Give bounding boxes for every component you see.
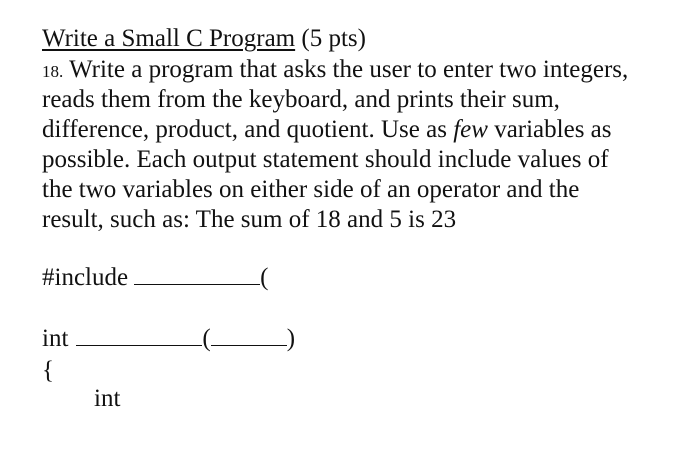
include-line [42, 263, 268, 293]
title-points: (5 pts) [301, 25, 366, 52]
question-number: 18. [42, 62, 64, 81]
question-line-2-text: reads them from the keyboard, and prints their sum, [42, 86, 560, 113]
question-line-4-text: possible. Each output statement should include values of [42, 146, 609, 173]
main-close-paren: ) [286, 325, 296, 352]
include-blank[interactable] [134, 264, 260, 285]
question-line-1-text: Write a program that asks the user to enter two integers, [69, 56, 629, 83]
question-line-3-text: difference, product, and quotient. Use as [42, 116, 454, 143]
question-line-3 [42, 115, 612, 145]
body-declaration-line [94, 384, 120, 414]
main-return-type: int [42, 325, 69, 352]
question-line-5-text: the two variables on either side of an operator and the [42, 176, 580, 203]
main-open-paren: ( [202, 325, 211, 352]
problem-title [42, 24, 366, 54]
function-name-blank[interactable] [76, 325, 202, 346]
question-line-2 [42, 85, 560, 115]
question-line-1 [42, 55, 628, 87]
question-line-6 [42, 205, 456, 235]
open-brace: { [42, 357, 54, 384]
open-brace-line [42, 356, 54, 386]
question-line-3-emphasis: few [453, 116, 488, 143]
parameters-blank[interactable] [211, 325, 287, 346]
question-line-4 [42, 145, 609, 175]
main-signature-line [42, 324, 295, 354]
body-int-type: int [94, 385, 121, 412]
include-keyword: #include [42, 264, 129, 291]
question-line-5 [42, 175, 579, 205]
title-heading: Write a Small C Program [42, 25, 296, 52]
question-line-3-rest: variables as [487, 116, 612, 143]
include-open-paren: ( [260, 264, 269, 291]
question-line-6-text: result, such as: The sum of 18 and 5 is 23 [42, 206, 457, 233]
